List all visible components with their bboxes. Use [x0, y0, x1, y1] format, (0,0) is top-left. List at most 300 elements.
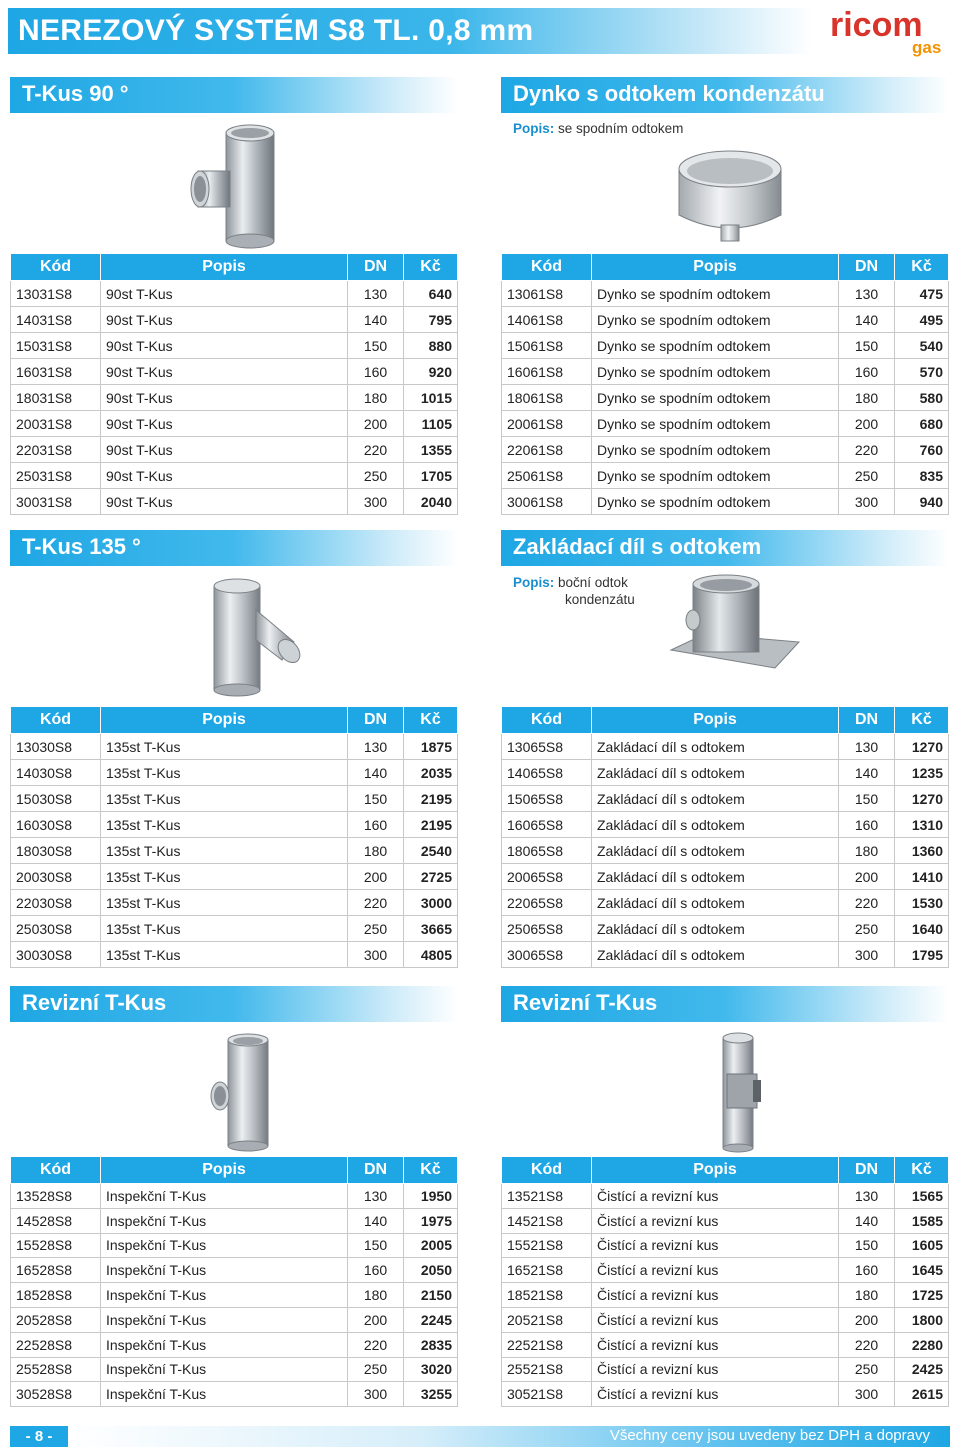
cell-kc: 2280: [895, 1332, 949, 1357]
cell-popis: Inspekční T-Kus: [101, 1357, 348, 1382]
logo-main-text: ricom: [830, 6, 923, 44]
cell-popis: 90st T-Kus: [101, 307, 348, 333]
cell-dn: 220: [839, 437, 895, 463]
table-row: [502, 1382, 949, 1407]
table-row: [502, 489, 949, 515]
section-title-bar: [501, 77, 949, 113]
cell-kc: 1795: [895, 942, 949, 968]
table-row: [502, 1283, 949, 1308]
table-row: [11, 1233, 458, 1258]
cell-kod: 30030S8: [11, 942, 101, 968]
cell-popis: Zakládací díl s odtokem: [592, 864, 839, 890]
inspection-tee-illustration: [206, 1030, 282, 1154]
col-kod: Kód: [11, 254, 101, 281]
cell-kod: 14030S8: [11, 760, 101, 786]
table-row: [502, 333, 949, 359]
cell-kod: 25521S8: [502, 1357, 592, 1382]
popis-label: Popis:: [513, 121, 555, 136]
cell-dn: 250: [839, 1357, 895, 1382]
cell-popis: Zakládací díl s odtokem: [592, 916, 839, 942]
section-title: T-Kus 90 °: [22, 81, 129, 106]
cell-kc: 2035: [404, 760, 458, 786]
cell-dn: 180: [839, 385, 895, 411]
cell-dn: 160: [348, 812, 404, 838]
cell-popis: 90st T-Kus: [101, 411, 348, 437]
cell-kod: 30521S8: [502, 1382, 592, 1407]
cell-kod: 18061S8: [502, 385, 592, 411]
cell-kc: 2835: [404, 1332, 458, 1357]
cell-popis: 135st T-Kus: [101, 942, 348, 968]
cell-dn: 130: [839, 281, 895, 307]
table-row: [11, 1332, 458, 1357]
cell-kc: 2615: [895, 1382, 949, 1407]
cell-kc: 3665: [404, 916, 458, 942]
cell-popis: Čistící a revizní kus: [592, 1184, 839, 1209]
cell-popis: Zakládací díl s odtokem: [592, 760, 839, 786]
price-table: [10, 706, 458, 968]
cell-kc: 1585: [895, 1208, 949, 1233]
cell-kc: 1310: [895, 812, 949, 838]
cell-dn: 300: [348, 489, 404, 515]
cell-kc: 880: [404, 333, 458, 359]
cell-kc: 2725: [404, 864, 458, 890]
section-description: [513, 121, 683, 136]
section-revizni-kus: [501, 986, 949, 1416]
cell-popis: 135st T-Kus: [101, 812, 348, 838]
cell-dn: 130: [348, 734, 404, 760]
cell-dn: 140: [839, 307, 895, 333]
footer-note: Všechny ceny jsou uvedeny bez DPH a dopravy: [609, 1427, 930, 1444]
cell-dn: 160: [348, 1258, 404, 1283]
cell-dn: 250: [839, 916, 895, 942]
table-row: [11, 916, 458, 942]
col-dn: DN: [348, 1157, 404, 1184]
cell-popis: Dynko se spodním odtokem: [592, 489, 839, 515]
section-title-bar: [10, 986, 458, 1022]
cell-popis: Inspekční T-Kus: [101, 1258, 348, 1283]
cell-dn: 150: [348, 786, 404, 812]
table-row: [11, 307, 458, 333]
table-row: [11, 760, 458, 786]
table-row: [11, 1258, 458, 1283]
cell-popis: Dynko se spodním odtokem: [592, 385, 839, 411]
col-dn: DN: [348, 254, 404, 281]
section-zakladaci: [501, 530, 949, 970]
table-row: [502, 385, 949, 411]
cell-dn: 150: [839, 786, 895, 812]
cell-kod: 22061S8: [502, 437, 592, 463]
table-row: [11, 1307, 458, 1332]
col-kc: Kč: [895, 254, 949, 281]
table-header-row: [11, 1157, 458, 1184]
table-row: [502, 1184, 949, 1209]
cell-kod: 14521S8: [502, 1208, 592, 1233]
cell-kc: 1015: [404, 385, 458, 411]
section-title: T-Kus 135 °: [22, 534, 141, 559]
cell-popis: Inspekční T-Kus: [101, 1233, 348, 1258]
section-title-bar: [10, 77, 458, 113]
table-row: [11, 333, 458, 359]
col-kod: Kód: [502, 1157, 592, 1184]
cell-dn: 140: [348, 307, 404, 333]
cell-kc: 940: [895, 489, 949, 515]
page-title: NEREZOVÝ SYSTÉM S8 TL. 0,8 mm: [18, 14, 534, 47]
cell-kod: 14031S8: [11, 307, 101, 333]
cell-kod: 22031S8: [11, 437, 101, 463]
cell-kod: 22065S8: [502, 890, 592, 916]
col-kod: Kód: [502, 254, 592, 281]
table-row: [11, 359, 458, 385]
cell-popis: Zakládací díl s odtokem: [592, 786, 839, 812]
cleaning-piece-illustration: [705, 1030, 777, 1154]
cell-kc: 2005: [404, 1233, 458, 1258]
cell-popis: Čistící a revizní kus: [592, 1382, 839, 1407]
cell-dn: 200: [839, 411, 895, 437]
cell-kc: 3020: [404, 1357, 458, 1382]
table-row: [502, 942, 949, 968]
cell-dn: 300: [839, 489, 895, 515]
cell-popis: Čistící a revizní kus: [592, 1258, 839, 1283]
cell-kod: 20061S8: [502, 411, 592, 437]
col-popis: Popis: [592, 707, 839, 734]
cell-kc: 1640: [895, 916, 949, 942]
table-row: [11, 1382, 458, 1407]
cell-dn: 300: [348, 942, 404, 968]
table-header-row: [11, 254, 458, 281]
cell-popis: 135st T-Kus: [101, 890, 348, 916]
cell-popis: 135st T-Kus: [101, 864, 348, 890]
cell-popis: Čistící a revizní kus: [592, 1233, 839, 1258]
col-dn: DN: [839, 254, 895, 281]
cell-kc: 1235: [895, 760, 949, 786]
cell-kod: 25061S8: [502, 463, 592, 489]
cell-kc: 2050: [404, 1258, 458, 1283]
cell-popis: Dynko se spodním odtokem: [592, 359, 839, 385]
cell-dn: 250: [839, 463, 895, 489]
table-row: [11, 786, 458, 812]
section-title: Revizní T-Kus: [513, 990, 658, 1015]
section-title-bar: [501, 530, 949, 566]
cell-dn: 200: [839, 864, 895, 890]
cell-dn: 250: [348, 916, 404, 942]
cell-popis: 90st T-Kus: [101, 489, 348, 515]
cell-kod: 25030S8: [11, 916, 101, 942]
cell-kod: 13031S8: [11, 281, 101, 307]
cell-kod: 15521S8: [502, 1233, 592, 1258]
col-popis: Popis: [101, 707, 348, 734]
col-popis: Popis: [592, 254, 839, 281]
cell-kc: 1800: [895, 1307, 949, 1332]
cell-dn: 200: [348, 411, 404, 437]
logo-sub-text: gas: [912, 38, 942, 57]
cell-kc: 3255: [404, 1382, 458, 1407]
section-description-cont: kondenzátu: [565, 592, 635, 607]
cell-kod: 25065S8: [502, 916, 592, 942]
cell-dn: 130: [348, 281, 404, 307]
cell-popis: Čistící a revizní kus: [592, 1357, 839, 1382]
col-kc: Kč: [404, 1157, 458, 1184]
cell-kod: 16030S8: [11, 812, 101, 838]
base-with-drain-illustration: [665, 572, 805, 672]
cell-dn: 140: [348, 1208, 404, 1233]
table-row: [11, 463, 458, 489]
col-kc: Kč: [404, 707, 458, 734]
cell-kc: 680: [895, 411, 949, 437]
cell-popis: Čistící a revizní kus: [592, 1283, 839, 1308]
cell-kc: 1950: [404, 1184, 458, 1209]
cell-dn: 300: [348, 1382, 404, 1407]
cell-popis: Dynko se spodním odtokem: [592, 307, 839, 333]
col-kc: Kč: [895, 707, 949, 734]
cell-kc: 1410: [895, 864, 949, 890]
cell-dn: 150: [348, 1233, 404, 1258]
cell-kc: 2425: [895, 1357, 949, 1382]
cell-kc: 1605: [895, 1233, 949, 1258]
cell-kod: 20031S8: [11, 411, 101, 437]
ricom-gas-logo: [826, 6, 954, 58]
cell-dn: 180: [348, 385, 404, 411]
table-header-row: [502, 254, 949, 281]
cell-popis: 90st T-Kus: [101, 281, 348, 307]
cell-kod: 22030S8: [11, 890, 101, 916]
cell-popis: Inspekční T-Kus: [101, 1184, 348, 1209]
col-popis: Popis: [101, 254, 348, 281]
cell-dn: 200: [348, 864, 404, 890]
table-header-row: [502, 707, 949, 734]
cell-kod: 18031S8: [11, 385, 101, 411]
col-popis: Popis: [101, 1157, 348, 1184]
page-footer: [0, 1426, 960, 1447]
cell-kc: 2195: [404, 812, 458, 838]
col-kc: Kč: [404, 254, 458, 281]
table-row: [502, 916, 949, 942]
cell-kod: 20030S8: [11, 864, 101, 890]
cell-popis: Čistící a revizní kus: [592, 1307, 839, 1332]
cell-kc: 2040: [404, 489, 458, 515]
cell-kc: 1360: [895, 838, 949, 864]
cell-dn: 250: [348, 463, 404, 489]
price-table: [10, 253, 458, 515]
section-title-bar: [501, 986, 949, 1022]
price-table: [10, 1156, 458, 1407]
cell-popis: Inspekční T-Kus: [101, 1332, 348, 1357]
cell-popis: Inspekční T-Kus: [101, 1382, 348, 1407]
cell-dn: 200: [348, 1307, 404, 1332]
popis-text: boční odtok: [554, 575, 628, 590]
cell-kc: 795: [404, 307, 458, 333]
cell-popis: 90st T-Kus: [101, 359, 348, 385]
cell-kc: 1645: [895, 1258, 949, 1283]
cell-dn: 160: [839, 812, 895, 838]
table-row: [11, 1184, 458, 1209]
cell-kc: 640: [404, 281, 458, 307]
cell-kc: 1270: [895, 734, 949, 760]
cell-popis: 135st T-Kus: [101, 760, 348, 786]
cell-kc: 1975: [404, 1208, 458, 1233]
cell-dn: 160: [839, 359, 895, 385]
cell-dn: 150: [839, 1233, 895, 1258]
cell-dn: 220: [839, 1332, 895, 1357]
cell-popis: 90st T-Kus: [101, 333, 348, 359]
cell-dn: 180: [348, 838, 404, 864]
cell-kc: 475: [895, 281, 949, 307]
popis-label: Popis:: [513, 575, 555, 590]
cell-kod: 16521S8: [502, 1258, 592, 1283]
cell-kod: 18521S8: [502, 1283, 592, 1308]
table-row: [502, 437, 949, 463]
price-table: [501, 1156, 949, 1407]
cell-popis: Zakládací díl s odtokem: [592, 838, 839, 864]
table-row: [11, 1208, 458, 1233]
table-row: [502, 281, 949, 307]
table-row: [502, 838, 949, 864]
cell-popis: Inspekční T-Kus: [101, 1208, 348, 1233]
cell-kod: 14061S8: [502, 307, 592, 333]
section-tkus135: [10, 530, 458, 970]
cell-kod: 15030S8: [11, 786, 101, 812]
cell-kc: 2195: [404, 786, 458, 812]
cell-kc: 920: [404, 359, 458, 385]
table-row: [11, 385, 458, 411]
cell-dn: 140: [348, 760, 404, 786]
table-row: [11, 890, 458, 916]
table-row: [502, 1233, 949, 1258]
table-row: [502, 786, 949, 812]
price-table: [501, 253, 949, 515]
table-row: [11, 281, 458, 307]
table-row: [502, 812, 949, 838]
table-row: [11, 411, 458, 437]
table-row: [11, 838, 458, 864]
cell-kc: 2150: [404, 1283, 458, 1308]
table-row: [502, 359, 949, 385]
cell-popis: Dynko se spodním odtokem: [592, 411, 839, 437]
cell-kc: 495: [895, 307, 949, 333]
cell-kc: 760: [895, 437, 949, 463]
table-row: [502, 864, 949, 890]
page-header: [0, 0, 960, 62]
cell-kc: 1355: [404, 437, 458, 463]
cell-dn: 160: [348, 359, 404, 385]
cell-popis: 90st T-Kus: [101, 385, 348, 411]
tee-90-illustration: [186, 121, 296, 251]
table-row: [502, 1332, 949, 1357]
cell-kod: 15528S8: [11, 1233, 101, 1258]
section-description: [513, 575, 628, 590]
table-row: [502, 463, 949, 489]
cell-kod: 20528S8: [11, 1307, 101, 1332]
cell-popis: Dynko se spodním odtokem: [592, 281, 839, 307]
cell-kc: 1565: [895, 1184, 949, 1209]
cell-popis: 135st T-Kus: [101, 786, 348, 812]
cell-popis: Dynko se spodním odtokem: [592, 437, 839, 463]
table-row: [11, 489, 458, 515]
popis-text: se spodním odtokem: [554, 121, 684, 136]
cell-dn: 300: [839, 942, 895, 968]
cell-dn: 150: [348, 333, 404, 359]
table-row: [11, 942, 458, 968]
cell-popis: 135st T-Kus: [101, 916, 348, 942]
footer-band: [68, 1426, 950, 1447]
section-dynko: [501, 77, 949, 517]
cell-popis: 135st T-Kus: [101, 734, 348, 760]
cell-popis: 90st T-Kus: [101, 463, 348, 489]
cell-kod: 16065S8: [502, 812, 592, 838]
table-row: [502, 1258, 949, 1283]
section-title-bar: [10, 530, 458, 566]
table-row: [11, 1357, 458, 1382]
tee-135-illustration: [196, 574, 308, 698]
cell-dn: 130: [348, 1184, 404, 1209]
table-row: [502, 411, 949, 437]
cell-popis: Dynko se spodním odtokem: [592, 463, 839, 489]
section-title: Revizní T-Kus: [22, 990, 167, 1015]
table-header-row: [11, 707, 458, 734]
cell-kc: 1105: [404, 411, 458, 437]
table-row: [502, 890, 949, 916]
cell-kc: 570: [895, 359, 949, 385]
table-row: [11, 864, 458, 890]
col-kc: Kč: [895, 1157, 949, 1184]
cell-kod: 20065S8: [502, 864, 592, 890]
cell-kod: 15065S8: [502, 786, 592, 812]
cell-dn: 140: [839, 760, 895, 786]
cell-dn: 300: [839, 1382, 895, 1407]
cell-dn: 200: [839, 1307, 895, 1332]
cell-kc: 4805: [404, 942, 458, 968]
section-title: Zakládací díl s odtokem: [513, 534, 762, 559]
cell-kod: 16061S8: [502, 359, 592, 385]
table-row: [502, 1307, 949, 1332]
cell-dn: 180: [348, 1283, 404, 1308]
cell-dn: 130: [839, 1184, 895, 1209]
table-row: [11, 437, 458, 463]
cell-dn: 130: [839, 734, 895, 760]
cell-dn: 180: [839, 1283, 895, 1308]
cell-kod: 16528S8: [11, 1258, 101, 1283]
cell-kod: 13065S8: [502, 734, 592, 760]
col-kod: Kód: [11, 707, 101, 734]
table-row: [502, 734, 949, 760]
table-row: [502, 1208, 949, 1233]
cell-popis: Zakládací díl s odtokem: [592, 890, 839, 916]
cell-dn: 220: [348, 1332, 404, 1357]
cell-kc: 3000: [404, 890, 458, 916]
cell-popis: Čistící a revizní kus: [592, 1332, 839, 1357]
cell-popis: 135st T-Kus: [101, 838, 348, 864]
cell-kod: 18065S8: [502, 838, 592, 864]
cell-dn: 250: [348, 1357, 404, 1382]
cell-kod: 30528S8: [11, 1382, 101, 1407]
cell-kod: 18030S8: [11, 838, 101, 864]
cell-kod: 30065S8: [502, 942, 592, 968]
cell-kc: 1725: [895, 1283, 949, 1308]
cell-kod: 14528S8: [11, 1208, 101, 1233]
cell-kc: 835: [895, 463, 949, 489]
cell-kc: 2540: [404, 838, 458, 864]
cell-popis: Zakládací díl s odtokem: [592, 734, 839, 760]
cell-kc: 540: [895, 333, 949, 359]
cell-kc: 1530: [895, 890, 949, 916]
cell-kc: 1875: [404, 734, 458, 760]
cell-kod: 15061S8: [502, 333, 592, 359]
cell-kod: 25528S8: [11, 1357, 101, 1382]
table-row: [11, 1283, 458, 1308]
cell-kod: 25031S8: [11, 463, 101, 489]
cell-dn: 150: [839, 333, 895, 359]
cell-kod: 20521S8: [502, 1307, 592, 1332]
cell-dn: 220: [348, 890, 404, 916]
